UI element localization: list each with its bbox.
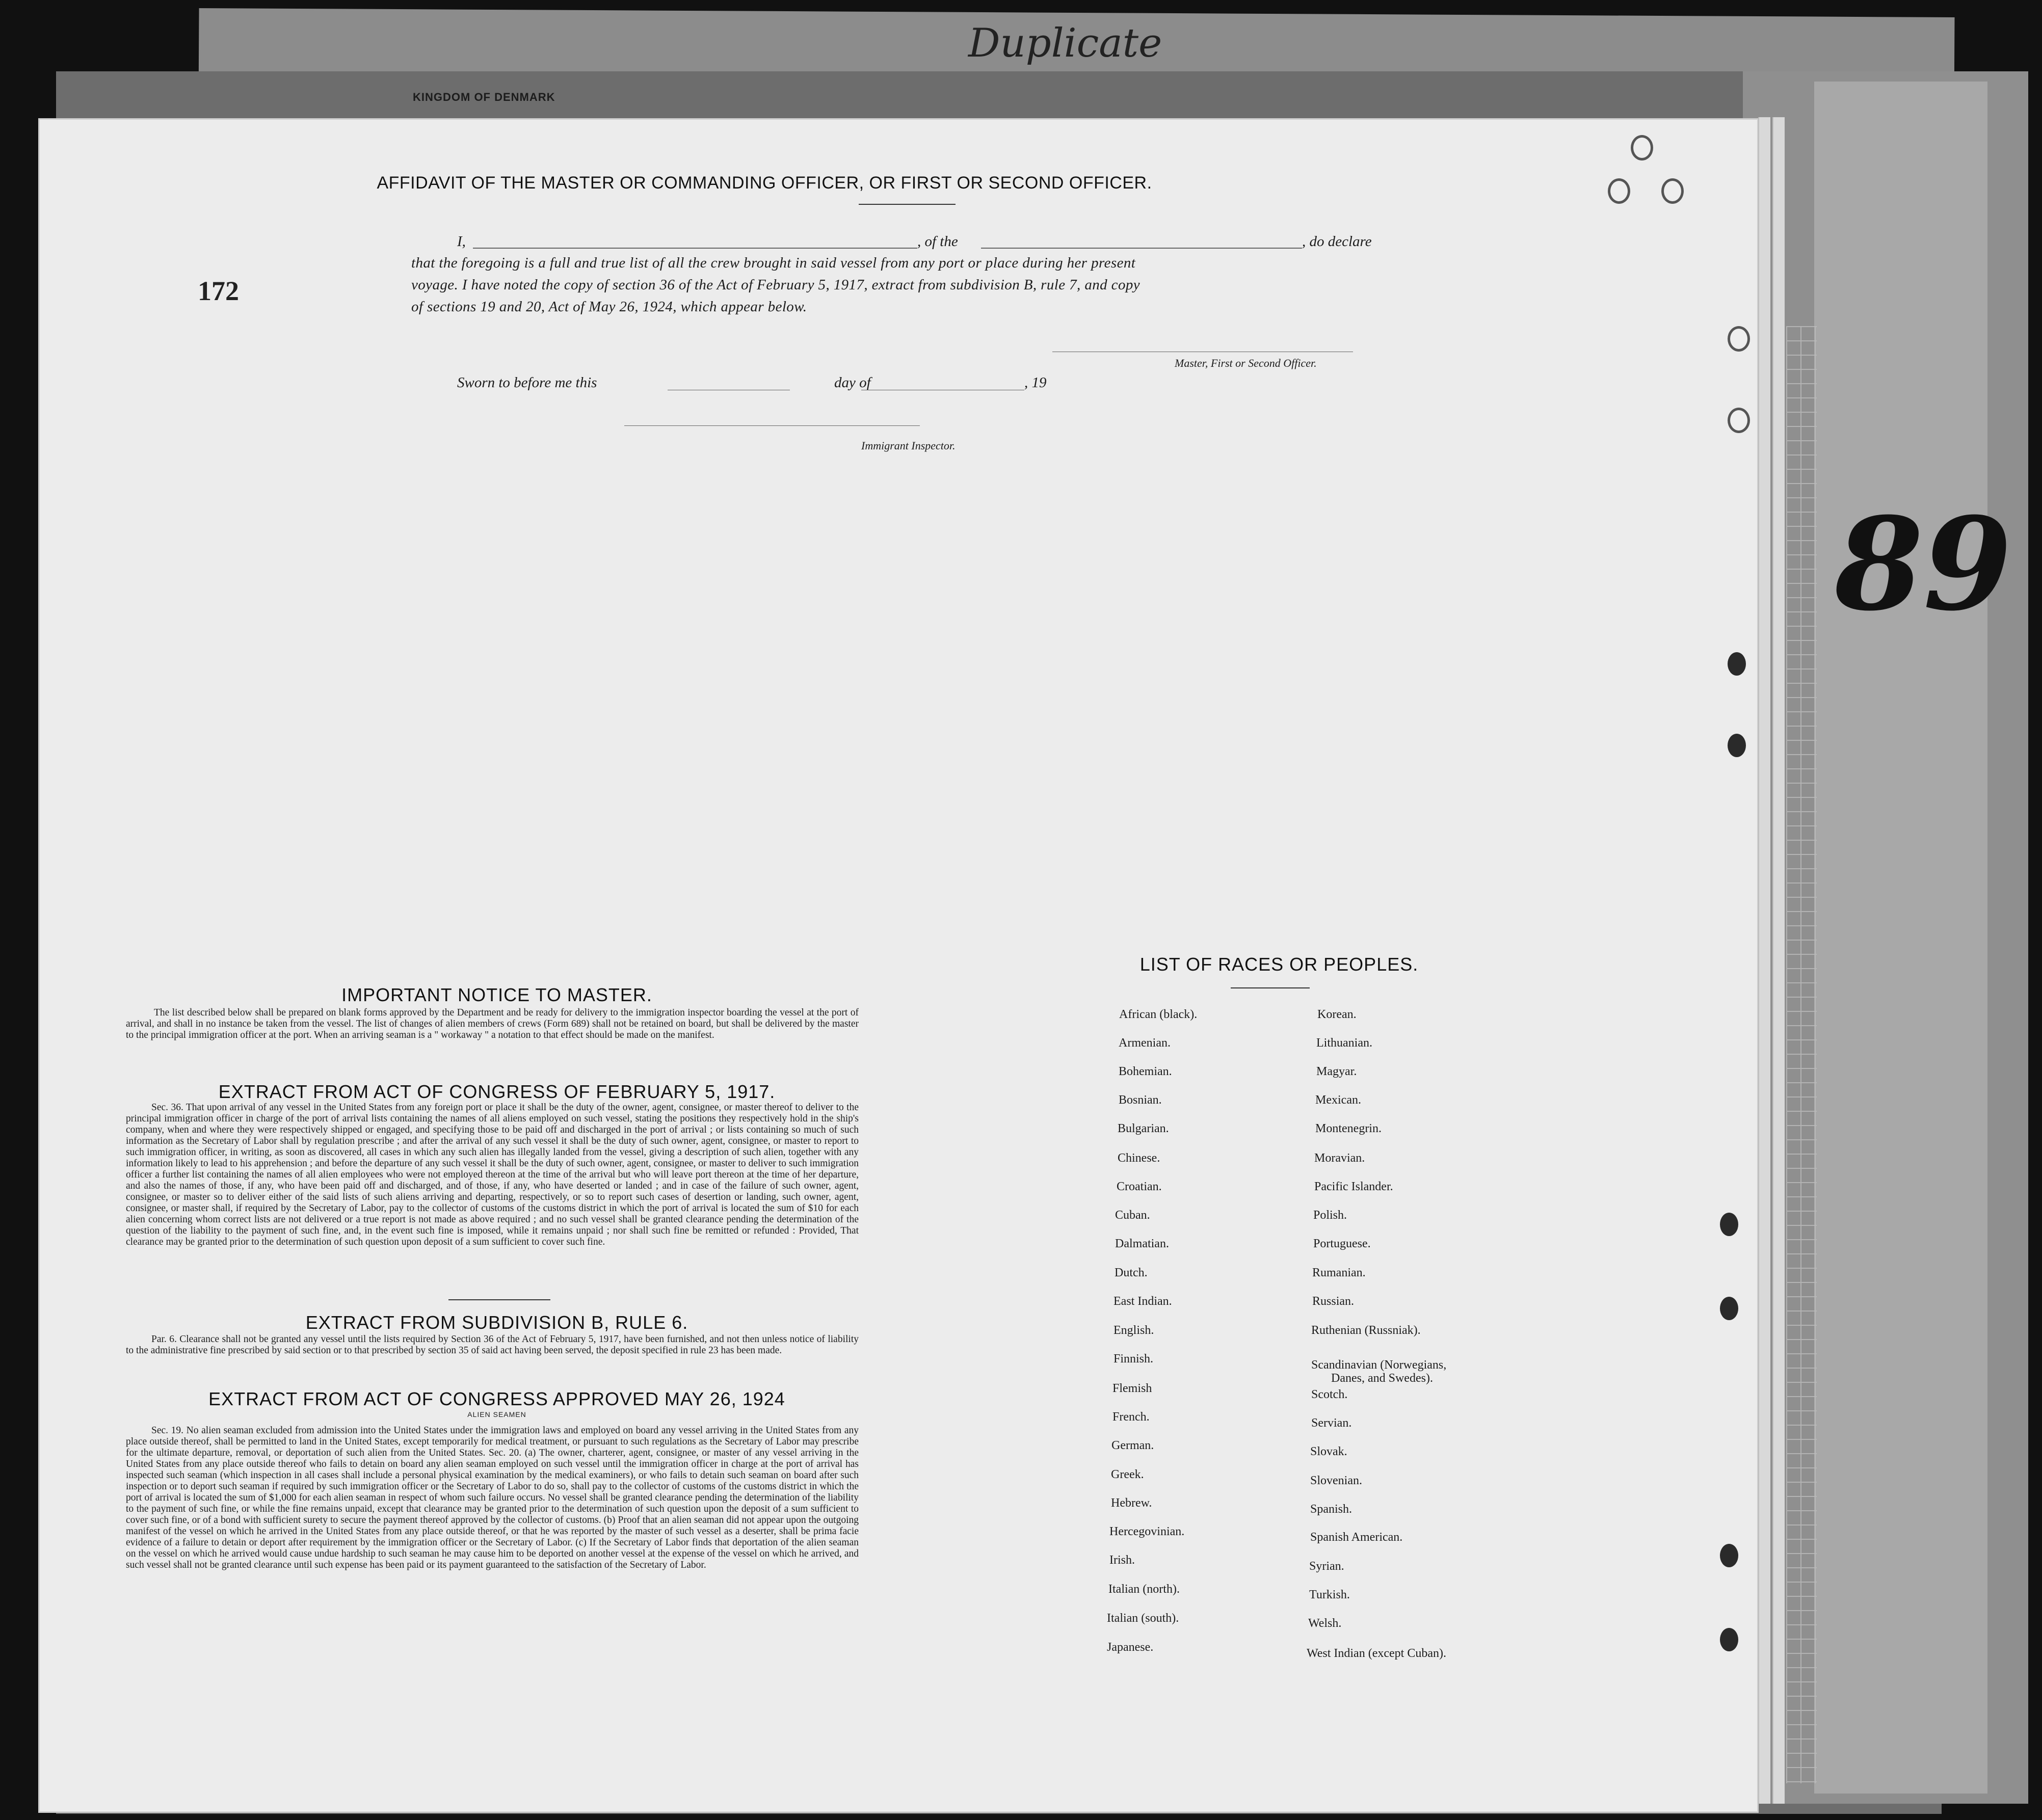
rule6-body: Par. 6. Clearance shall not be granted any vessel until the lists required by Section 36 of the Act of February 5, 1917, have been furnished, and not then unless notice of liability to the administrative fine prescribed by said section or to that prescribed by section 35 of said act having been served, the deposit specified in rule 23 has been made.: [126, 1334, 859, 1356]
races-title: LIST OF RACES OR PEOPLES.: [1139, 954, 1419, 975]
race-item: Polish.: [1313, 1209, 1347, 1222]
race-item: English.: [1113, 1324, 1154, 1337]
race-item: Rumanian.: [1312, 1266, 1366, 1279]
race-item: Dalmatian.: [1115, 1237, 1169, 1250]
notice-body: The list described below shall be prepared on blank forms approved by the Department and be ready for delivery to the immigration inspector boarding the vessel at the port of arrival, and shall in no instance be taken from the vessel. The list of changes of alien members of crews (Form 689) shall not be retained on board, but shall be delivered by the master to the principal immigration officer at the port. When an arriving seaman is a " workaway " a notation to that effect should be made on the manifest.: [126, 1007, 859, 1040]
race-item: Cuban.: [1115, 1209, 1150, 1222]
race-item: Japanese.: [1107, 1641, 1154, 1654]
punch-hole-icon: [1728, 326, 1750, 352]
race-item: Welsh.: [1308, 1617, 1342, 1630]
race-item: Pacific Islander.: [1314, 1180, 1393, 1193]
race-item: Armenian.: [1119, 1036, 1171, 1050]
signature-label: Master, First or Second Officer.: [1175, 357, 1317, 369]
race-item: Croatian.: [1117, 1180, 1162, 1193]
race-item: Bohemian.: [1119, 1065, 1172, 1078]
race-item: Moravian.: [1314, 1152, 1365, 1165]
race-item: Italian (north).: [1108, 1583, 1180, 1596]
sworn-mid: day of: [834, 374, 871, 391]
grid-strip: [1786, 326, 1817, 1783]
race-continuation: Danes, and Swedes).: [1331, 1372, 1433, 1385]
race-item: Irish.: [1109, 1554, 1135, 1567]
race-item: Russian.: [1312, 1295, 1355, 1308]
inspector-label: Immigrant Inspector.: [861, 439, 956, 452]
race-item: Slovenian.: [1310, 1474, 1362, 1487]
kingdom-label: KINGDOM OF DENMARK: [413, 91, 555, 103]
race-item: Scandinavian (Norwegians,: [1311, 1358, 1447, 1372]
section-divider: [448, 1299, 550, 1300]
race-item: Turkish.: [1309, 1588, 1350, 1601]
race-item: Lithuanian.: [1316, 1036, 1372, 1050]
race-item: Scotch.: [1311, 1388, 1348, 1401]
race-item: Magyar.: [1316, 1065, 1357, 1078]
race-item: Mexican.: [1315, 1093, 1361, 1107]
punch-hole-icon: [1720, 1213, 1738, 1236]
extract-1924-subtitle: ALIEN SEAMEN: [467, 1410, 526, 1418]
affidavit-title: AFFIDAVIT OF THE MASTER OR COMMANDING OFFICER, OR FIRST OR SECOND OFFICER.: [377, 173, 1152, 193]
name-blank: [473, 248, 917, 249]
sheet-edge: [1772, 117, 1785, 1804]
rule6-title: EXTRACT FROM SUBDIVISION B, RULE 6.: [305, 1312, 688, 1333]
affidavit-body-line: that the foregoing is a full and true list of all the crew brought in said vessel from any port or place during her present: [411, 255, 1136, 271]
race-item: Finnish.: [1113, 1352, 1154, 1366]
race-item: Spanish American.: [1310, 1531, 1403, 1544]
race-item: West Indian (except Cuban).: [1307, 1647, 1446, 1660]
races-divider: [1231, 987, 1310, 988]
punch-hole-icon: [1661, 178, 1684, 204]
race-item: Greek.: [1111, 1468, 1144, 1481]
race-item: Ruthenian (Russniak).: [1311, 1324, 1421, 1337]
race-item: Korean.: [1317, 1008, 1357, 1021]
extract-1917-title: EXTRACT FROM ACT OF CONGRESS OF FEBRUARY 5, 1917.: [218, 1081, 776, 1102]
race-item: Italian (south).: [1107, 1612, 1179, 1625]
race-item: East Indian.: [1113, 1295, 1172, 1308]
vessel-blank: [981, 248, 1302, 249]
race-item: Flemish: [1112, 1382, 1152, 1395]
race-item: Chinese.: [1118, 1152, 1160, 1165]
notice-title: IMPORTANT NOTICE TO MASTER.: [341, 984, 652, 1005]
race-item: Bosnian.: [1119, 1093, 1162, 1107]
race-item: African (black).: [1119, 1008, 1198, 1021]
sworn-end: , 19: [1024, 374, 1047, 391]
punch-hole-icon: [1728, 408, 1750, 433]
back-sheet-right-inner: [1814, 82, 1987, 1794]
race-item: Montenegrin.: [1315, 1122, 1382, 1135]
race-item: German.: [1111, 1439, 1154, 1452]
race-item: Hebrew.: [1111, 1496, 1152, 1510]
stamp-number: 89: [1835, 489, 2012, 639]
duplicate-handwriting: Duplicate: [968, 20, 1162, 66]
race-item: Hercegovinian.: [1109, 1525, 1185, 1538]
sheet-edge: [1758, 117, 1770, 1804]
punch-hole-icon: [1720, 1544, 1738, 1567]
margin-number: 172: [198, 276, 239, 306]
race-item: Slovak.: [1310, 1445, 1347, 1458]
extract-1924-title: EXTRACT FROM ACT OF CONGRESS APPROVED MAY 26, 1924: [208, 1388, 785, 1409]
extract-1924-body: Sec. 19. No alien seaman excluded from admission into the United States under the immigration laws and employed on board any vessel arriving in the United States from any place outside thereof, shall be permitted to land in the United States, except temporarily for medical treatment, or pursuant to such regulations as the Secretary of Labor may prescribe for the ultimate departure, removal, or deportation of such alien from the United States. Sec. 20. (a) The owner, charterer, agent, consignee, or master of any vessel arriving in the United States from any place outside thereof who fails to detain on board any alien seaman employed on such vessel until the immigration officer in charge at the port of arrival has inspected such seaman (which inspection in all cases shall include a personal physical examination by the medical examiners), or who fails to detain such seaman on board after such inspection or to deport such seaman if required by such immigration officer or the Secretary of Labor to do so, shall pay to the collector of customs of the customs district in which the port of arrival is located the sum of $1,000 for each alien seaman in respect of whom such failure occurs. No vessel shall be granted clearance pending the determination of the liability to the payment of such fine, or while the fine remains unpaid, except that clearance may be granted prior to the determination of such question upon the deposit of a sum sufficient to cover such fine, or of a bond with sufficient surety to secure the payment thereof approved by the collector of customs. (b) Proof that an alien seaman did not appear upon the outgoing manifest of the vessel on which he arrived in the United States from any place outside thereof, or that he was reported by the master of such vessel as a deserter, shall be prima facie evidence of a failure to detain or deport after requirement by the immigration officer or the Secretary of Labor. (c) If the Secretary of Labor finds that deportation of the alien seaman on the vessel on which he arrived would cause undue hardship to such seaman he may cause him to be deported on another vessel at the expense of the vessel on which he arrived, and such vessel shall not be granted clearance until such expense has been paid or its payment guaranteed to the satisfaction of the Secretary of Labor.: [126, 1425, 859, 1570]
punch-hole-icon: [1720, 1297, 1738, 1320]
extract-1917-body: Sec. 36. That upon arrival of any vessel in the United States from any foreign port or place it shall be the duty of the owner, agent, consignee, or master thereof to deliver to the principal immigration officer in charge of the port of arrival lists containing the names of all aliens employed on such vessel, stating the positions they respectively hold in the ship's company, when and where they were respectively shipped or engaged, and specifying those to be paid off and discharged in the port of arrival ; or lists containing so much of such information as the Secretary of Labor shall by regulation prescribe ; and after the arrival of any such vessel it shall be the duty of such owner, agent, consignee, or master to report to such immigration officer, in writing, as soon as discovered, all cases in which any such alien has illegally landed from the vessel, giving a description of such alien, together with any information likely to lead to his apprehension ; and before the departure of any such vessel it shall be the duty of such owner, agent, consignee, or master to deliver to such immigration officer a further list containing the names of all alien employees who were not employed thereon at the time of the arrival but who will leave port thereon at the time of her departure, and also the names of those, if any, who have been paid off and discharged, and of those, if any, who have deserted or landed ; and in case of the failure of such owner, agent, consignee, or master so to deliver either of the said lists of such aliens arriving and departing, respectively, or so to report such cases of desertion or landing, such owner, agent, consignee, or master shall, if required by the Secretary of Labor, pay to the collector of customs of the customs district in which the port of arrival is located the sum of $10 for each alien concerning whom correct lists are not delivered or a true report is not made as above required ; and no such vessel shall be granted clearance pending the determination of the question of the liability to the payment of such fine, and, in the event such fine is imposed, while it remains unpaid ; nor shall such fine be remitted or refunded : Provided, That clearance may be granted prior to the determination of such question upon deposit of a sum sufficient to cover such fine.: [126, 1102, 859, 1247]
punch-hole-icon: [1720, 1628, 1738, 1651]
punch-hole-icon: [1608, 178, 1630, 204]
declaration-mid: , of the: [917, 233, 958, 250]
affidavit-body-line: of sections 19 and 20, Act of May 26, 1924, which appear below.: [411, 299, 807, 315]
affidavit-body-line: voyage. I have noted the copy of section 36 of the Act of February 5, 1917, extract from subdivision B, rule 7, and copy: [411, 277, 1141, 293]
race-item: French.: [1112, 1410, 1150, 1424]
punch-hole-icon: [1631, 135, 1653, 160]
title-divider: [859, 204, 956, 205]
declaration-end: , do declare: [1302, 233, 1372, 250]
race-item: Bulgarian.: [1118, 1122, 1169, 1135]
race-item: Portuguese.: [1313, 1237, 1371, 1250]
declaration-start: I,: [457, 233, 466, 250]
race-item: Spanish.: [1310, 1503, 1353, 1516]
punch-hole-icon: [1728, 652, 1746, 676]
race-item: Syrian.: [1309, 1560, 1344, 1573]
punch-hole-icon: [1728, 734, 1746, 757]
race-item: Dutch.: [1115, 1266, 1148, 1279]
sworn-start: Sworn to before me this: [457, 374, 597, 391]
inspector-line: [624, 425, 920, 426]
race-item: Servian.: [1311, 1416, 1352, 1430]
